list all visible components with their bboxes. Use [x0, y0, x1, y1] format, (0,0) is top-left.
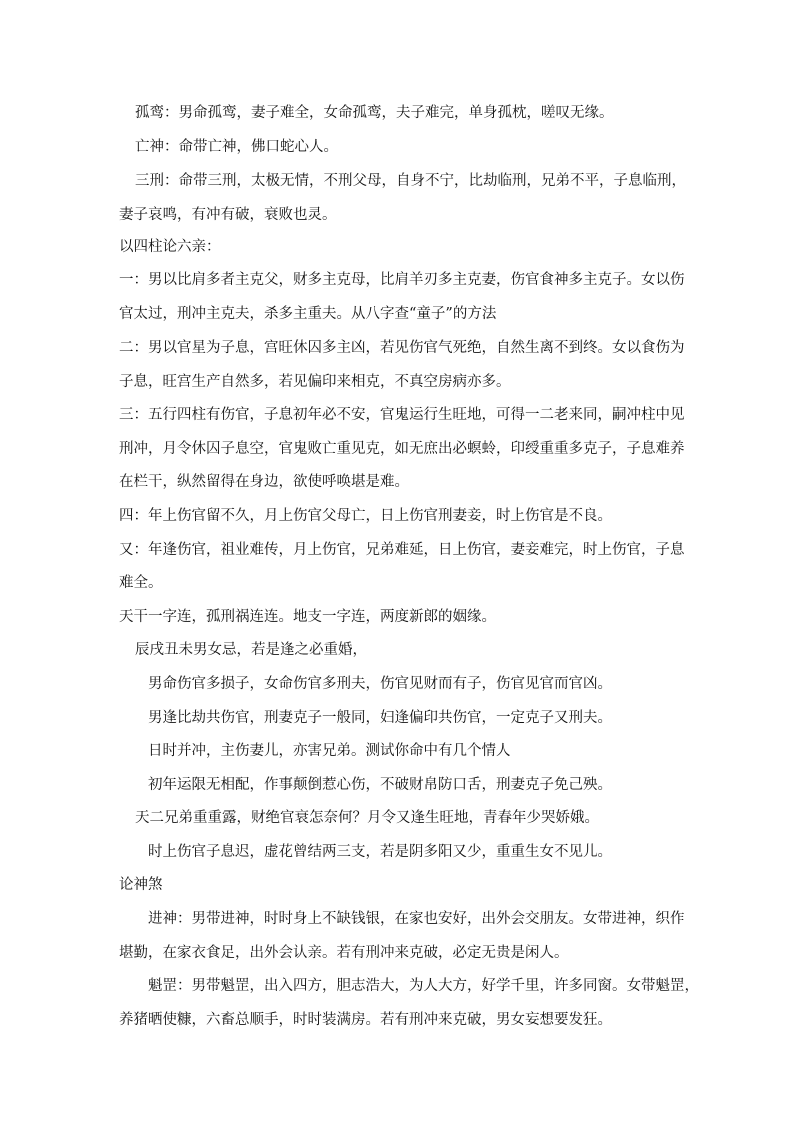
text-line-item-1-cont: 官太过，刑冲主克夫，杀多主重夫。从八字查“童子”的方法 — [119, 306, 497, 322]
text-line-item-1: 一：男以比肩多者主克父，财多主克母，比肩羊刃多主克妻，伤官食神多主克子。女以伤 — [119, 272, 685, 288]
text-line-item-3-end: 在栏干，纵然留得在身边，欲使呼唤堪是难。 — [119, 474, 409, 490]
text-line-chen-xu: 辰戌丑未男女忌，若是逢之必重婚， — [135, 642, 367, 658]
text-line-wang-shen: 亡神：命带亡神，佛口蛇心人。 — [135, 139, 338, 155]
text-line-kui-gang: 魁罡：男带魁罡，出入四方，胆志浩大，为人大方，好学千里，许多同窗。女带魁罡， — [148, 978, 699, 994]
text-line-kui-gang-cont: 养猪晒使糠，六畜总顺手，时时装满房。若有刑冲来克破，男女妄想要发狂。 — [119, 1012, 612, 1028]
text-line-shang-guan-2: 男逢比劫共伤官，刑妻克子一般同，妇逢偏印共伤官，一定克子又刑夫。 — [148, 710, 612, 726]
text-line-san-xing: 三刑：命带三刑，太极无情，不刑父母，自身不宁，比劫临刑，兄弟不平，子息临刑， — [135, 173, 686, 189]
text-line-item-3: 三：五行四柱有伤官，子息初年必不安，官鬼运行生旺地，可得一二老来同，嗣冲柱中见 — [119, 407, 685, 423]
text-line-ri-shi: 日时并冲，主伤妻儿，亦害兄弟。测试你命中有几个情人 — [148, 743, 511, 759]
text-line-item-2: 二：男以官星为子息，宫旺休囚多主凶，若见伤官气死绝，自然生离不到终。女以食伤为 — [119, 340, 685, 356]
text-line-item-3-cont: 刑冲，月令休囚子息空，官鬼败亡重见克，如无庶出必螟蛉，印绶重重多克子，子息难养 — [119, 441, 685, 457]
text-line-item-2-cont: 子息，旺宫生产自然多，若见偏印来相克，不真空房病亦多。 — [119, 374, 511, 390]
text-line-item-4: 四：年上伤官留不久，月上伤官父母亡，日上伤官刑妻妾，时上伤官是不良。 — [119, 508, 612, 524]
text-line-you: 又：年逢伤官，祖业难传，月上伤官，兄弟难延，日上伤官，妻妾难完，时上伤官，子息 — [119, 542, 685, 558]
text-line-tian-gan: 天干一字连，孤刑祸连连。地支一字连，两度新郎的姻缘。 — [119, 609, 496, 625]
section-heading-shen-sha: 论神煞 — [119, 877, 163, 893]
text-line-you-cont: 难全。 — [119, 575, 163, 591]
text-line-shang-guan-1: 男命伤官多损子，女命伤官多刑夫，伤官见财而有子，伤官见官而官凶。 — [148, 676, 612, 692]
section-heading-liu-qin: 以四柱论六亲： — [119, 239, 221, 255]
text-line-jin-shen: 进神：男带进神，时时身上不缺钱银，在家也安好，出外会交朋友。女带进神，织作 — [148, 911, 685, 927]
text-line-gu-luan: 孤鸾：男命孤鸾，妻子难全，女命孤鸾，夫子难完，单身孤枕，嗟叹无缘。 — [135, 105, 614, 121]
text-line-chu-nian: 初年运限无相配，作事颠倒惹心伤，不破财帛防口舌，刑妻克子免己殃。 — [148, 777, 612, 793]
text-line-tian-er: 天二兄弟重重露，财绝官衰怎奈何？月令又逢生旺地，青春年少哭娇娥。 — [135, 810, 599, 826]
text-line-shi-shang: 时上伤官子息迟，虚花曾结两三支，若是阴多阳又少，重重生女不见儿。 — [148, 844, 612, 860]
text-line-san-xing-cont: 妻子哀鸣，有冲有破，衰败也灵。 — [119, 207, 337, 223]
text-line-jin-shen-cont: 堪勤，在家衣食足，出外会认亲。若有刑冲来克破，必定无贵是闲人。 — [119, 945, 569, 961]
